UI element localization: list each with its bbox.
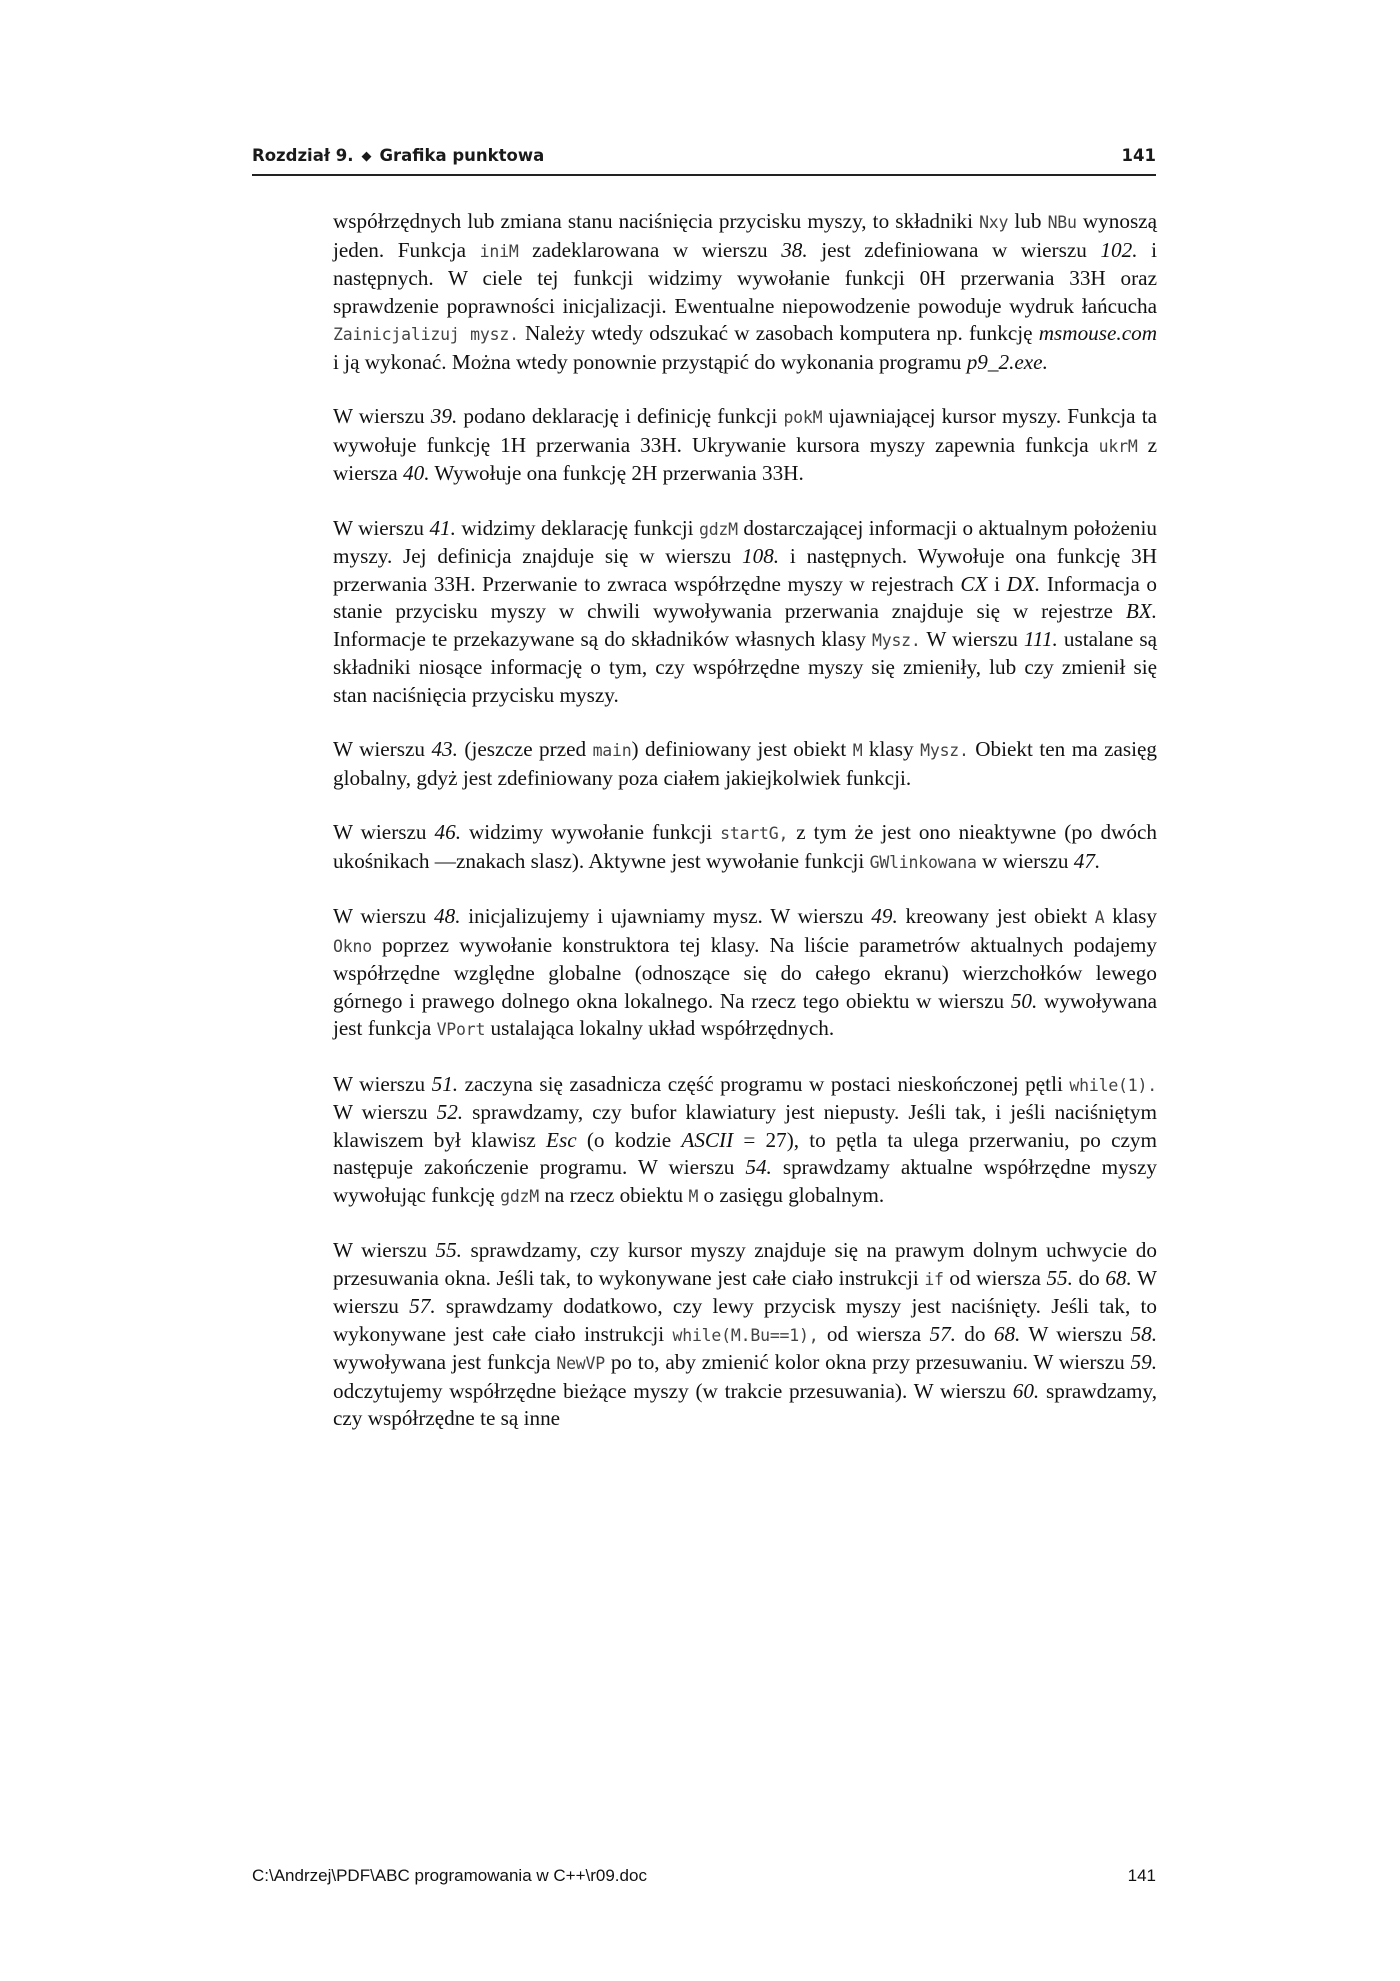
text-run: w wierszu xyxy=(976,848,1074,873)
code-term: while(M.Bu==1), xyxy=(672,1325,819,1345)
italic-term: 51. xyxy=(431,1071,459,1096)
code-term: pokM xyxy=(783,408,823,427)
text-run: od wiersza xyxy=(818,1321,930,1346)
text-run: W wierszu xyxy=(333,404,431,428)
header-page-number: 141 xyxy=(1121,146,1156,165)
code-term: NewVP xyxy=(556,1354,606,1373)
code-term: Mysz. xyxy=(871,630,921,650)
text-run: ustalane są składniki niosące informację o tym, czy współrzędne myszy się zmieniły, lub czy zmienił się stan naciśnięcia przycisku myszy. xyxy=(333,626,1157,707)
italic-term: msmouse.com xyxy=(1038,321,1157,345)
paragraph xyxy=(333,1237,1157,1433)
code-term: if xyxy=(924,1269,944,1289)
text-run: Obiekt ten ma zasięg globalny, gdyż jest zdefiniowany poza ciałem jakiejkolwiek funkcji. xyxy=(333,737,1158,790)
code-term: M xyxy=(852,741,863,760)
code-term: Nxy xyxy=(979,213,1009,232)
code-term: Mysz. xyxy=(920,741,969,760)
text-run: poprzez wywołanie konstruktora tej klasy. Na liście parametrów aktualnych podajemy współrzędne względne globalne (odnoszące się do całego ekranu) wierzchołków lewego górnego i prawego dolnego okna lokalnego. Na rzecz tego obiektu w wierszu xyxy=(333,932,1157,1013)
text-run: i następnych. Wywołuje ona funkcję 3H przerwania 33H. Przerwanie to zwraca współrzędne myszy w rejestrach xyxy=(333,544,1157,596)
text-run: i ją wykonać. Można wtedy ponownie przystąpić do wykonania programu xyxy=(333,349,967,374)
code-term: GWlinkowana xyxy=(869,852,977,872)
italic-term: 41. xyxy=(429,515,456,540)
text-run: sprawdzamy, czy bufor klawiatury jest niepusty. Jeśli tak, i jeśli naciśniętym klawiszem był klawisz xyxy=(333,1100,1157,1152)
italic-term: 59. xyxy=(1130,1350,1157,1374)
code-term: A xyxy=(1094,908,1105,927)
text-run: sprawdzamy aktualne współrzędne myszy wywołując funkcję xyxy=(333,1155,1157,1207)
paragraph xyxy=(333,736,1157,792)
text-run: ) definiowany jest obiekt xyxy=(631,737,853,761)
text-run: zadeklarowana w wierszu xyxy=(518,237,782,262)
code-term: VPort xyxy=(436,1020,486,1039)
text-run: lub xyxy=(1008,209,1048,233)
text-run: sprawdzamy, czy współrzędne te są inne xyxy=(333,1378,1157,1430)
italic-term: DX. xyxy=(1006,571,1041,596)
text-run: współrzędnych lub zmiana stanu naciśnięcia przycisku myszy, to składniki xyxy=(333,209,980,233)
footer-path: C:\Andrzej\PDF\ABC programowania w C++\r09.doc xyxy=(252,1866,647,1885)
paragraph xyxy=(333,819,1157,876)
code-term: main xyxy=(592,741,632,760)
text-run: dostarczającej informacji o aktualnym położeniu myszy. Jej definicja znajduje się w wierszu xyxy=(333,515,1158,568)
text-run: o zasięgu globalnym. xyxy=(698,1182,885,1207)
paragraph xyxy=(333,515,1157,710)
text-run: sprawdzamy dodatkowo, czy lewy przycisk myszy jest naciśnięty. Jeśli tak, to wykonywane jest całe ciało instrukcji xyxy=(333,1294,1158,1346)
page-footer xyxy=(252,1866,1156,1890)
text-run: W wierszu xyxy=(920,626,1024,651)
italic-term: 111. xyxy=(1023,626,1058,651)
text-run: wywoływana jest funkcja xyxy=(333,1350,557,1374)
diamond-icon: ◆ xyxy=(361,149,372,164)
running-header xyxy=(252,146,1156,174)
text-run: (o kodzie xyxy=(576,1127,682,1152)
text-run: po to, aby zmienić kolor okna przy przesuwaniu. W wierszu xyxy=(605,1350,1131,1374)
italic-term: 68. xyxy=(993,1321,1021,1346)
italic-term: 68. xyxy=(1105,1265,1132,1290)
italic-term: 48. xyxy=(434,904,461,928)
text-run: do xyxy=(1072,1265,1106,1290)
text-run: kreowany jest obiekt xyxy=(897,904,1095,928)
text-run: Należy wtedy odszukać w zasobach komputera np. funkcję xyxy=(518,321,1039,345)
code-term: Zainicjalizuj mysz. xyxy=(333,325,519,344)
text-run: W wierszu xyxy=(333,737,432,761)
text-run: W wierszu xyxy=(333,1238,436,1262)
code-term: gdzM xyxy=(698,519,738,539)
text-run: i następnych. W ciele tej funkcji widzimy wywołanie funkcji 0H przerwania 33H oraz sprawdzenie poprawności inicjalizacji. Ewentualne niepowodzenie powoduje wydruk łańcucha xyxy=(333,237,1157,318)
text-run: do xyxy=(955,1321,994,1346)
paragraph xyxy=(333,903,1157,1044)
text-run: Wywołuje ona funkcję 2H przerwania 33H. xyxy=(429,461,804,485)
text-run: z wiersza xyxy=(333,432,1158,485)
text-run: (jeszcze przed xyxy=(457,737,593,761)
code-term: startG, xyxy=(720,824,789,843)
text-run: W wierszu xyxy=(1020,1321,1131,1346)
italic-term: 50. xyxy=(1010,988,1038,1013)
italic-term: 55. xyxy=(435,1238,462,1262)
code-term: Okno xyxy=(333,936,372,956)
text-run: od wiersza xyxy=(943,1265,1047,1290)
italic-term: 55. xyxy=(1046,1265,1073,1290)
italic-term: 46. xyxy=(434,820,461,844)
code-term: iniM xyxy=(479,241,519,261)
text-run: W wierszu xyxy=(333,820,435,844)
text-run: wywoływana jest funkcja xyxy=(333,988,1157,1040)
italic-term: p9_2.exe. xyxy=(966,349,1048,374)
paragraph xyxy=(333,208,1157,376)
paragraph xyxy=(333,403,1157,488)
code-term: NBu xyxy=(1047,213,1077,232)
text-run: Informacja o stanie przycisku myszy w chwili wywoływania przerwania znajduje się w rejestrze xyxy=(333,571,1158,623)
text-run: wynoszą jeden. Funkcja xyxy=(333,209,1158,262)
italic-term: 49. xyxy=(871,904,898,928)
italic-term: 57. xyxy=(929,1321,956,1346)
section-label: Grafika punktowa xyxy=(379,146,545,165)
text-run: widzimy wywołanie funkcji xyxy=(460,820,721,844)
italic-term: ASCII xyxy=(681,1127,734,1152)
text-run: odczytujemy współrzędne bieżące myszy (w trakcie przesuwania). W wierszu xyxy=(333,1378,1013,1403)
header-title xyxy=(252,146,544,165)
code-term: gdzM xyxy=(500,1186,540,1206)
italic-term: 102. xyxy=(1100,237,1138,262)
italic-term: BX. xyxy=(1125,599,1157,623)
text-run: W wierszu xyxy=(333,1265,1158,1318)
text-run: W wierszu xyxy=(333,1100,437,1124)
text-run: klasy xyxy=(1104,904,1157,928)
text-run: inicjalizujemy i ujawniamy mysz. W wierszu xyxy=(460,904,872,928)
italic-term: Esc xyxy=(546,1127,577,1152)
chapter-label: Rozdział 9. xyxy=(252,146,354,165)
text-run: sprawdzamy, czy kursor myszy znajduje się na prawym dolnym uchwycie do przesuwania okna. Jeśli tak, to wykonywane jest całe ciało instrukcji xyxy=(333,1238,1157,1290)
italic-term: CX xyxy=(960,571,988,596)
text-run: Informacje te przekazywane są do składników własnych klasy xyxy=(333,626,872,651)
paragraph xyxy=(333,1071,1157,1211)
text-run: ujawniającej kursor myszy. Funkcja ta wywołuje funkcję 1H przerwania 33H. Ukrywanie kursora myszy zapewnia funkcja xyxy=(333,404,1157,457)
code-term: ukrM xyxy=(1098,436,1138,456)
text-run: = 27), to pętla ta ulega przerwaniu, po czym następuje zakończenie programu. W wierszu xyxy=(333,1127,1157,1179)
code-term: while(1). xyxy=(1069,1075,1157,1095)
italic-term: 38. xyxy=(781,237,808,262)
italic-term: 57. xyxy=(409,1294,436,1318)
code-term: M xyxy=(688,1186,699,1206)
footer-page-number: 141 xyxy=(1127,1866,1156,1885)
text-run: z tym że jest ono nieaktywne (po dwóch ukośnikach —znakach slasz). Aktywne jest wywołanie funkcji xyxy=(333,820,1157,873)
text-run: W wierszu xyxy=(333,904,435,928)
text-run: i xyxy=(987,571,1007,596)
text-run: zaczyna się zasadnicza część programu w postaci nieskończonej pętli xyxy=(458,1071,1070,1096)
text-run: na rzecz obiektu xyxy=(539,1182,689,1207)
text-run: podano deklarację i definicję funkcji xyxy=(457,404,784,428)
italic-term: 58. xyxy=(1130,1321,1158,1346)
italic-term: 54. xyxy=(745,1155,772,1179)
italic-term: 108. xyxy=(742,544,780,568)
text-run: W wierszu xyxy=(333,515,430,540)
italic-term: 40. xyxy=(403,461,430,485)
italic-term: 43. xyxy=(431,737,458,761)
italic-term: 39. xyxy=(430,404,458,428)
text-run: widzimy deklarację funkcji xyxy=(455,515,699,540)
text-run: ustalająca lokalny układ współrzędnych. xyxy=(485,1016,835,1040)
italic-term: 47. xyxy=(1073,848,1101,873)
text-run: W wierszu xyxy=(333,1071,432,1096)
text-run: jest zdefiniowana w wierszu xyxy=(807,237,1101,262)
header-rule xyxy=(252,174,1156,176)
text-run: klasy xyxy=(862,737,921,761)
italic-term: 60. xyxy=(1012,1378,1040,1403)
italic-term: 52. xyxy=(436,1100,464,1124)
body-text xyxy=(333,208,1157,1460)
